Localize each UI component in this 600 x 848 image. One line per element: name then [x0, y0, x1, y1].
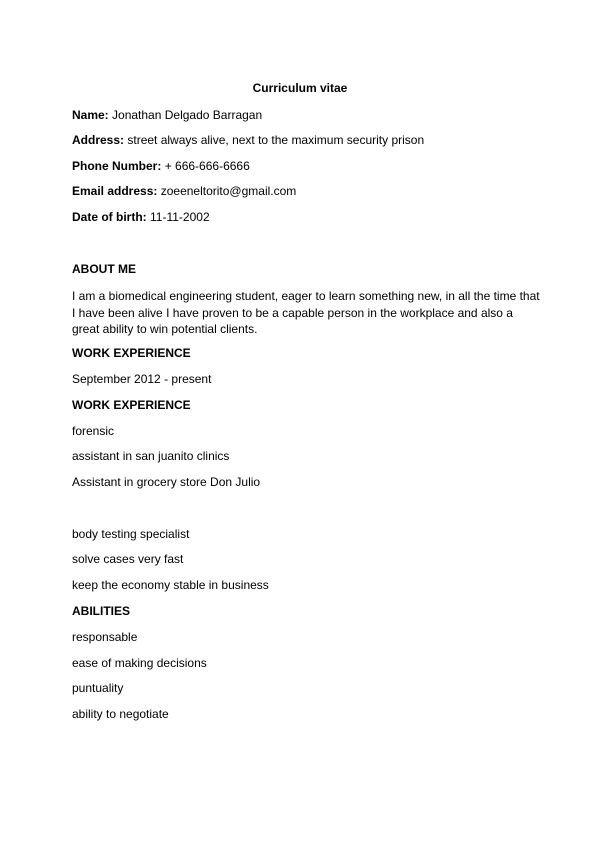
work-experience-heading-1: WORK EXPERIENCE	[72, 346, 191, 360]
address-value: street always alive, next to the maximum security prison	[127, 133, 425, 147]
list-item: Assistant in grocery store Don Julio	[72, 475, 261, 489]
work-experience-heading-2: WORK EXPERIENCE	[72, 398, 191, 412]
about-text: I am a biomedical engineering student, eager to learn something new, in all the time that I have been alive I have proven to be a capable person in the workplace and also a great ability to win potential clients.	[72, 289, 540, 336]
list-item: forensic	[72, 424, 115, 438]
work-period: September 2012 - present	[72, 372, 212, 386]
list-item: solve cases very fast	[72, 552, 184, 566]
address-line	[72, 133, 424, 147]
about-heading: ABOUT ME	[72, 262, 136, 276]
list-item: puntuality	[72, 681, 124, 695]
phone-value: + 666-666-6666	[164, 159, 250, 173]
document-title: Curriculum vitae	[252, 81, 348, 95]
email-value: zoeeneltorito@gmail.com	[160, 184, 297, 198]
phone-line	[72, 159, 250, 173]
email-label: Email address:	[72, 184, 158, 198]
list-item: keep the economy stable in business	[72, 578, 269, 592]
name-label: Name:	[72, 108, 109, 122]
list-item: body testing specialist	[72, 527, 190, 541]
dob-line	[72, 210, 210, 224]
dob-value: 11-11-2002	[150, 210, 210, 224]
address-label: Address:	[72, 133, 125, 147]
abilities-heading: ABILITIES	[72, 604, 131, 618]
name-value: Jonathan Delgado Barragan	[112, 108, 263, 122]
name-line	[72, 108, 262, 122]
phone-label: Phone Number:	[72, 159, 162, 173]
list-item: ease of making decisions	[72, 656, 207, 670]
email-line	[72, 184, 296, 198]
list-item: ability to negotiate	[72, 707, 169, 721]
dob-label: Date of birth:	[72, 210, 147, 224]
list-item: assistant in san juanito clinics	[72, 449, 230, 463]
list-item: responsable	[72, 630, 138, 644]
